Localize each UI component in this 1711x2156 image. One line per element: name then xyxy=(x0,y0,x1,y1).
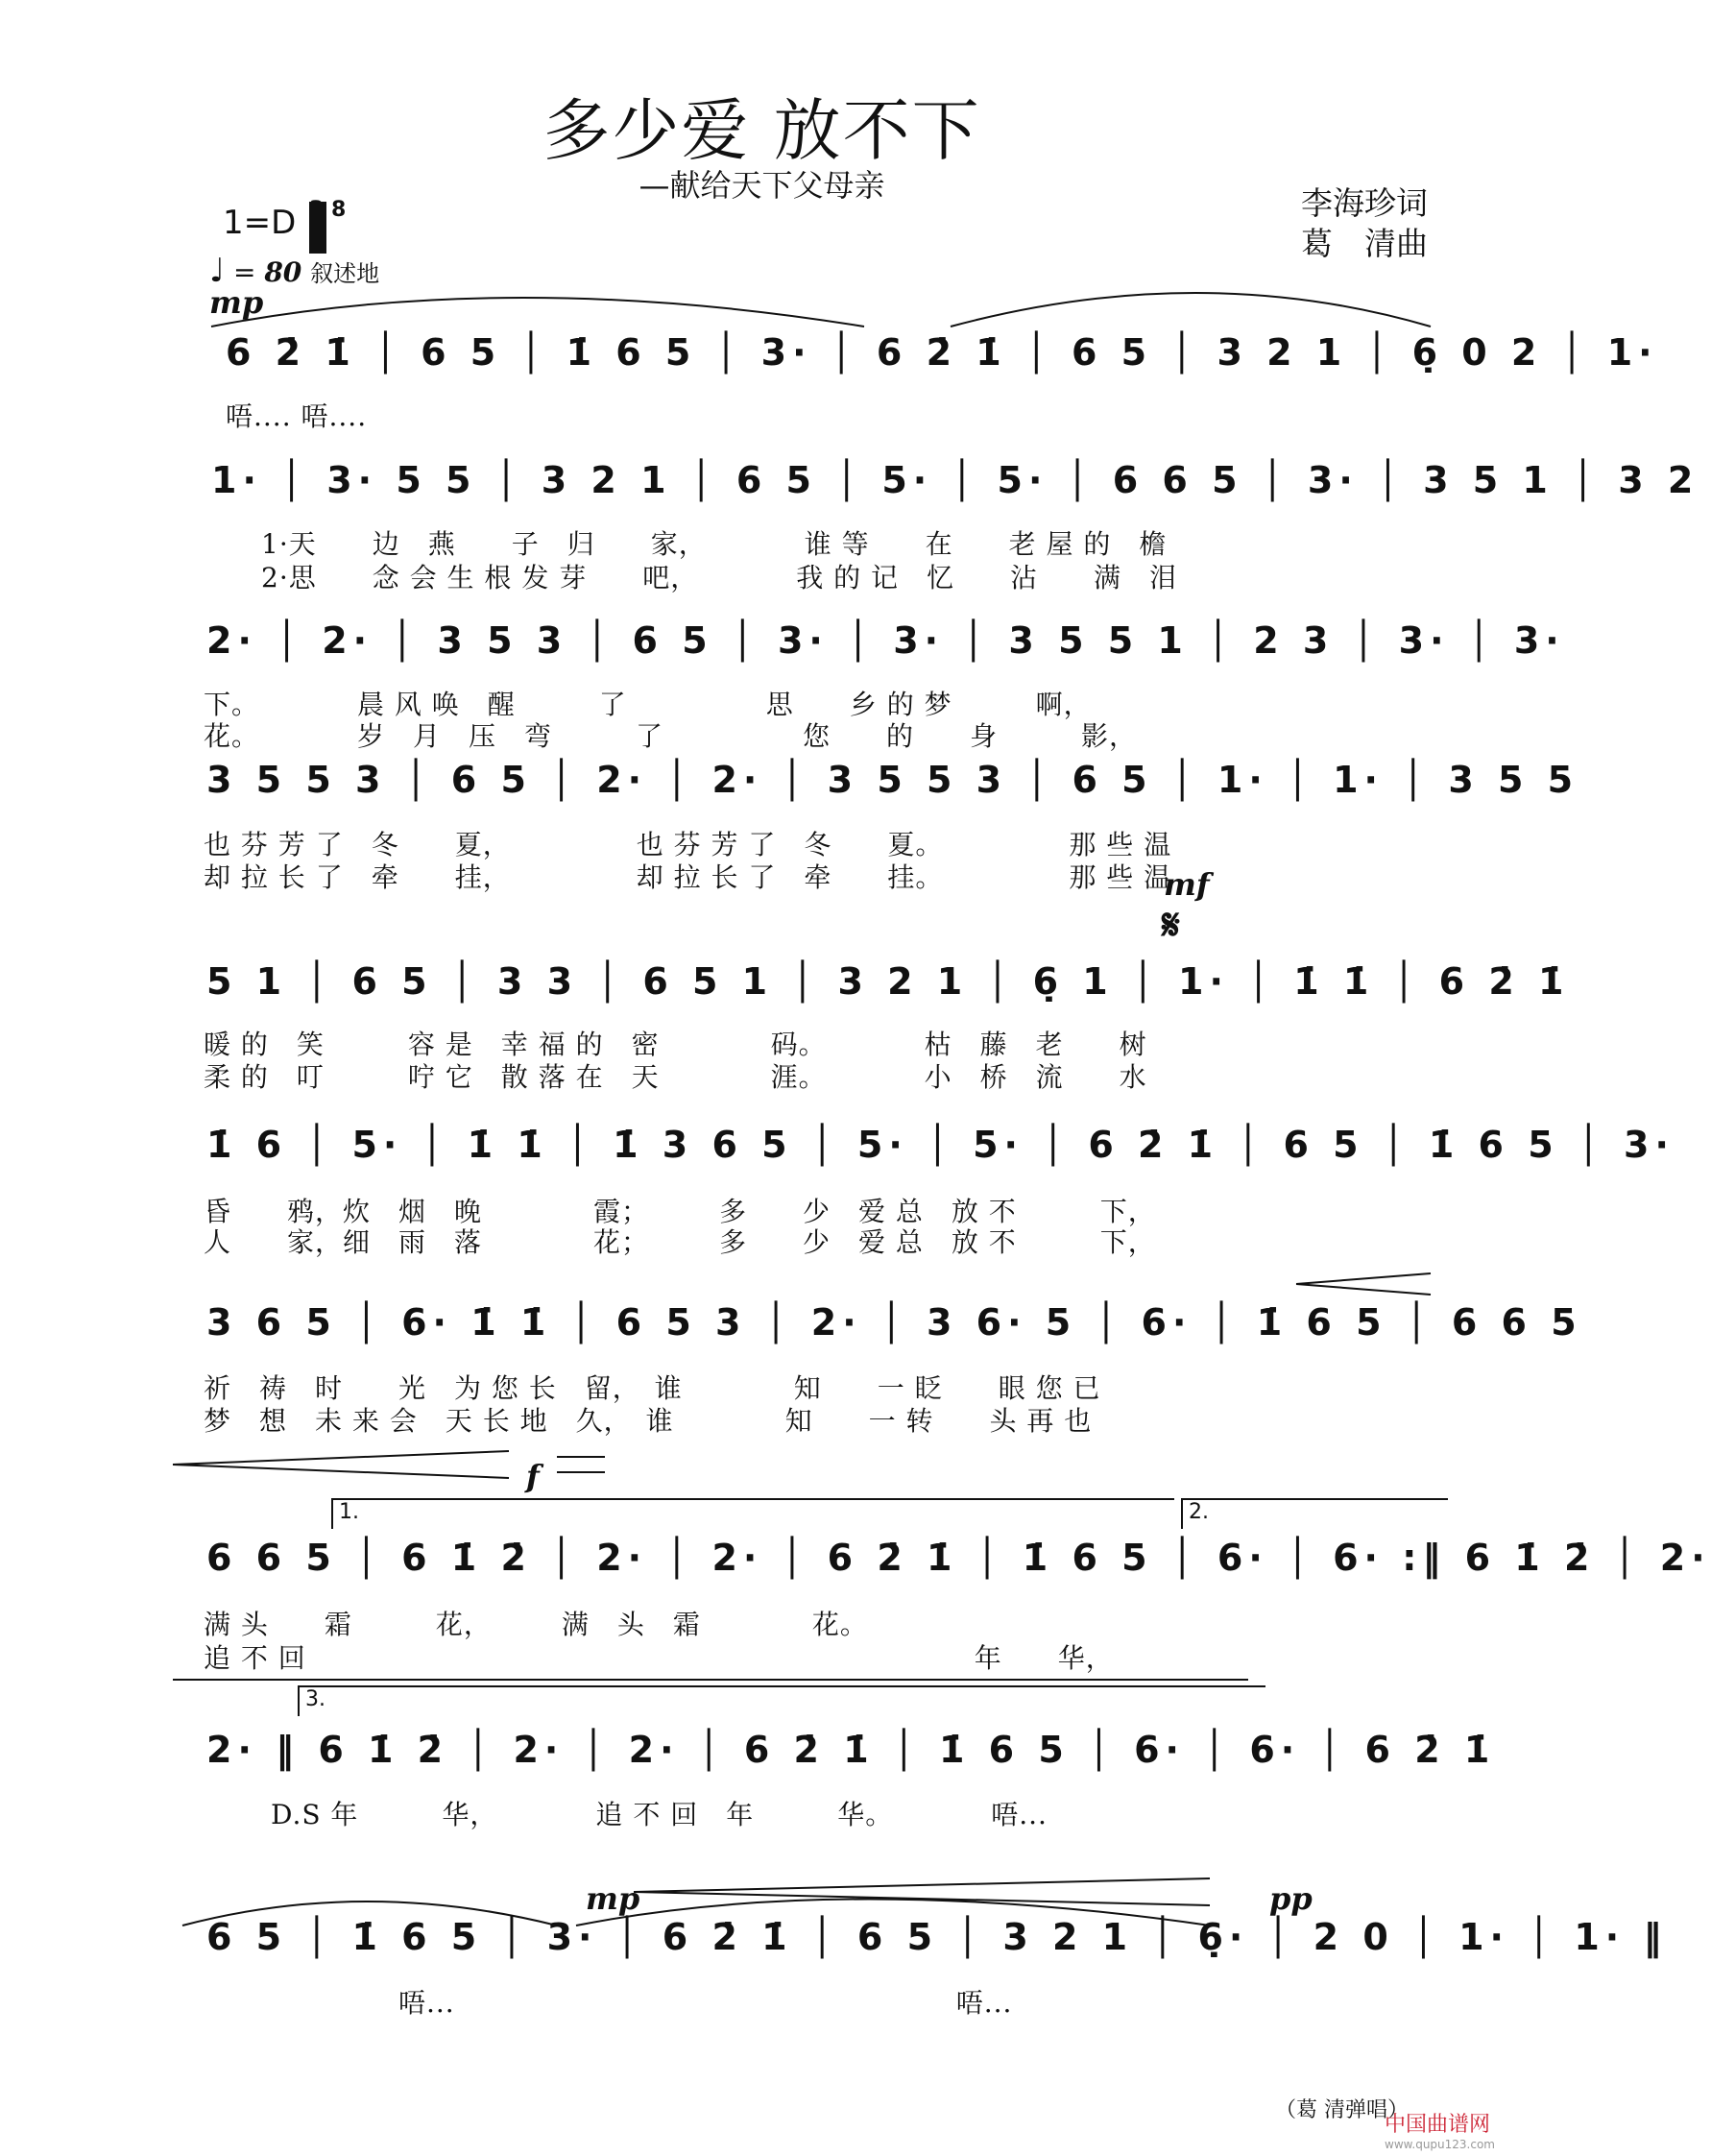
lyrics-row-6-verse-1: 昏 鸦，炊 烟 晚 霞； 多 少 爱 总 放 不 下， xyxy=(204,1196,1156,1227)
lyrics-row-3-verse-2: 花。 岁 月 压 弯 了 您 的 身 影， xyxy=(204,720,1138,752)
volta-first-ending: 1. xyxy=(331,1498,1174,1529)
song-subtitle: —献给天下父母亲 xyxy=(639,167,885,204)
lyrics-row-7-verse-2: 梦 想 未 来 会 天 长 地 久， 谁 知 一 转 头 再 也 xyxy=(204,1405,1093,1437)
score-row-9 xyxy=(192,1729,1496,1796)
lyrics-row-8-verse-2: 追 不 回 年 华， xyxy=(204,1642,1114,1674)
performer-credit: （葛 清弹唱） xyxy=(1275,2098,1409,2122)
melody-line-2: 1· │ 3· 5 5 │ 3 2 1 │ 6 5 │ 5· │ 5· │ 6 6 5 │ 3· │ 3 5 1 │ 3 2 xyxy=(211,459,1699,501)
lyrics-row-3-verse-1: 下。 晨 风 唤 醒 了 思 乡 的 梦 啊， xyxy=(204,689,1092,720)
score-row-4 xyxy=(192,759,1579,826)
dynamic-mp-2: mp xyxy=(586,1880,640,1917)
lyrics-row-7-verse-1: 祈 祷 时 光 为 您 长 留， 谁 知 一 眨 眼 您 已 xyxy=(204,1372,1101,1404)
lyrics-row-9-verse-1: D.S 年 华， 追 不 回 年 华。 唔... xyxy=(271,1799,1048,1830)
dynamic-f: f xyxy=(526,1458,540,1494)
score-row-2 xyxy=(192,459,1699,526)
tie-line xyxy=(173,1679,1248,1681)
melody-line-1: 6 2̇ 1̇ │ 6 5 │ 1̇ 6 5 │ 3· │ 6 2̇ 1̇ │ 6 5 │ 3 2 1 │ 6̣ 0 2 │ 1· xyxy=(226,331,1658,374)
lyrics-row-4-verse-2: 却 拉 长 了 牵 挂， 却 拉 长 了 牵 挂。 那 些 温 xyxy=(204,861,1172,893)
melody-line-3: 2· │ 2· │ 3 5 3 │ 6 5 │ 3· │ 3· │ 3 5 5 1 │ 2 3 │ 3· │ 3· xyxy=(206,619,1565,662)
melody-line-7: 3 6 5 │ 6· 1̇ 1̇ │ 6 5 3 │ 2· │ 3 6· 5 │ 6· │ 1̇ 6 5 │ 6 6 5 xyxy=(206,1301,1582,1344)
dynamic-pp: pp xyxy=(1269,1880,1313,1917)
crescendo-hairpin-2 xyxy=(1296,1270,1431,1298)
score-row-3 xyxy=(192,619,1565,687)
score-row-6 xyxy=(192,1124,1675,1191)
melody-line-6: 1̇ 6 │ 5· │ 1̇ 1̇ │ 1̇ 3 6 5 │ 5· │ 5· │ 6 2̇ 1̇ │ 6 5 │ 1̇ 6 5 │ 3· xyxy=(206,1124,1675,1166)
tempo-value: 80 xyxy=(264,256,302,288)
site-watermark xyxy=(1385,2108,1495,2151)
lyrics-row-2-verse-1: 1·天 边 燕 子 归 家， 谁 等 在 老 屋 的 檐 xyxy=(261,528,1168,560)
tempo-expression: 叙述地 xyxy=(310,260,380,287)
lyrics-row-4-verse-1: 也 芬 芳 了 冬 夏， 也 芬 芳 了 冬 夏。 那 些 温 xyxy=(204,829,1172,860)
melody-line-4: 3 5 5 3 │ 6 5 │ 2· │ 2· │ 3 5 5 3 │ 6 5 │ 1· │ 1· │ 3 5 5 xyxy=(206,759,1579,801)
tempo-marking: ♩ = 80 叙述地 xyxy=(209,252,380,290)
score-row-8 xyxy=(192,1537,1711,1604)
lyrics-row-1-verse-1: 唔.... 唔.... xyxy=(226,400,368,432)
score-row-7 xyxy=(192,1301,1582,1369)
lyricist-credit: 李海珍词 xyxy=(1301,184,1428,222)
melody-line-5: 5 1 │ 6 5 │ 3 3 │ 6 5 1 │ 3 2 1 │ 6̣ 1 │ 1· │ 1̇ 1̇ │ 6 2̇ 1̇ xyxy=(206,960,1570,1003)
quarter-note-icon: ♩ xyxy=(209,252,226,290)
key-signature: 1=D xyxy=(223,204,297,242)
melody-line-10: 6 5 │ 1̇ 6 5 │ 3· │ 6 2̇ 1̇ │ 6 5 │ 3 2 1 │ 6̣· │ 2 0 │ 1· │ 1· ‖ xyxy=(206,1916,1668,1958)
lyrics-row-5-verse-2: 柔 的 叮 咛 它 散 落 在 天 涯。 小 桥 流 水 xyxy=(204,1061,1147,1093)
dynamic-mf: mf xyxy=(1164,866,1210,903)
lyrics-row-10-verse-1: 唔... 唔... xyxy=(204,1987,1013,2019)
time-signature xyxy=(309,200,346,221)
crescendo-hairpin xyxy=(173,1445,605,1484)
watermark-logo-text: 中国曲谱网 xyxy=(1385,2113,1491,2137)
phrase-slurs xyxy=(192,279,1440,336)
watermark-url: www.qupu123.com xyxy=(1385,2138,1495,2151)
score-row-1 xyxy=(192,331,1658,399)
composer-credit: 葛 清曲 xyxy=(1301,225,1428,262)
melody-line-8: 6 6 5 │ 6 1̇ 2̇ │ 2· │ 2· │ 6 2̇ 1̇ │ 1̇ 6 5 │ 6· │ 6· :‖ 6 1̇ 2̇ │ 2· xyxy=(206,1537,1711,1579)
dynamic-mp: mp xyxy=(209,284,264,321)
lyrics-row-8-verse-1: 满 头 霜 花， 满 头 霜 花。 xyxy=(204,1609,868,1640)
segno-icon: 𝄋 xyxy=(1162,901,1180,950)
lyrics-row-2-verse-2: 2·思 念 会 生 根 发 芽 吧， 我 的 记 忆 沾 满 泪 xyxy=(261,562,1178,594)
volta-second-ending: 2. xyxy=(1181,1498,1448,1529)
score-row-10 xyxy=(192,1916,1668,1983)
score-row-5 xyxy=(192,960,1570,1028)
time-signature-bottom: 8 xyxy=(330,198,347,222)
volta-third-ending: 3. xyxy=(298,1685,1265,1716)
melody-line-9: 2· ‖ 6 1̇ 2̇ │ 2· │ 2· │ 6 2̇ 1̇ │ 1̇ 6 5 │ 6· │ 6· │ 6 2̇ 1̇ xyxy=(206,1729,1496,1771)
lyrics-row-5-verse-1: 暖 的 笑 容 是 幸 福 的 密 码。 枯 藤 老 树 xyxy=(204,1029,1147,1060)
lyrics-row-6-verse-2: 人 家，细 雨 落 花； 多 少 爱 总 放 不 下， xyxy=(204,1226,1156,1258)
song-title: 多少爱 放不下 xyxy=(542,91,981,170)
